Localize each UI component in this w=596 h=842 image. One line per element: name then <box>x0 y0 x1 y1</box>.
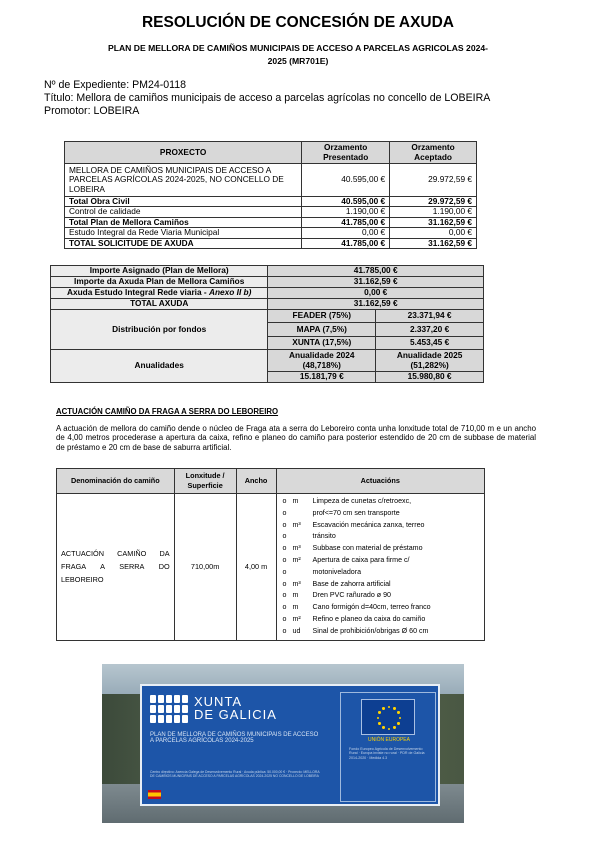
works-action-item <box>283 579 484 591</box>
eu-flag-icon <box>361 699 415 735</box>
works-action-item <box>283 543 484 555</box>
works-action-text: tránsito <box>312 532 336 541</box>
sign-photo <box>102 664 464 823</box>
expedient-info <box>44 79 544 118</box>
works-header-actions: Actuacións <box>276 469 484 494</box>
annuity-2024-value: 15.181,79 € <box>268 372 376 383</box>
works-row <box>57 494 485 641</box>
eu-star-icon <box>399 717 401 719</box>
eu-star-icon <box>378 711 380 713</box>
budget-row-presented: 40.595,00 € <box>302 197 390 207</box>
works-action-text: prof<=70 cm sen transporte <box>312 508 400 517</box>
page-subtitle <box>40 42 556 67</box>
budget-row-accepted: 0,00 € <box>390 228 477 238</box>
aid-total-label: TOTAL AXUDA <box>51 299 268 310</box>
spain-flag-icon <box>148 790 161 799</box>
works-road-name: ACTUACIÓN CAMIÑO DA FRAGA A SERRA DO LEBOREIRO <box>57 494 175 641</box>
aid-table <box>50 265 484 383</box>
aid-amount-label: Importe da Axuda Plan de Mellora Camiños <box>51 277 268 288</box>
budget-row-label: MELLORA DE CAMIÑOS MUNICIPAIS DE ACCESO A PARCELAS AGRÍCOLAS 2024-2025, NO CONCELLO DE LOBEIRA <box>65 164 302 197</box>
budget-row-label: Total Obra Civil <box>65 197 302 207</box>
section-title: ACTUACIÓN CAMIÑO DA FRAGA A SERRA DO LEBOREIRO <box>56 407 279 416</box>
budget-row-accepted: 31.162,59 € <box>390 238 477 248</box>
works-action-unit: m² <box>292 614 301 623</box>
eu-panel <box>340 692 436 802</box>
subtitle-line-2: 2025 (MR701E) <box>267 55 329 66</box>
budget-header-presented: Orzamento Presentado <box>302 142 390 164</box>
eu-star-icon <box>388 706 390 708</box>
bullet-icon: o <box>282 497 287 505</box>
budget-header-row <box>65 142 477 164</box>
budget-row-presented: 41.785,00 € <box>302 238 390 248</box>
budget-row-label: TOTAL SOLICITUDE DE AXUDA <box>65 238 302 248</box>
eu-star-icon <box>397 722 399 724</box>
aid-study-annex: Anexo II b) <box>208 287 252 298</box>
information-sign <box>140 684 440 806</box>
eu-star-icon <box>388 728 390 730</box>
bullet-icon: o <box>282 532 287 541</box>
eu-star-icon <box>382 726 384 728</box>
budget-row-label: Estudo Integral da Rede Viaria Municipal <box>65 228 302 238</box>
works-action-unit: m³ <box>292 544 301 553</box>
budget-header-accepted: Orzamento Aceptado <box>390 142 477 164</box>
xunta-wordmark <box>194 695 277 721</box>
bullet-icon: o <box>282 579 287 588</box>
works-action-text: Refino e planeo da caixa do camiño <box>312 614 426 623</box>
works-road-length: 710,00m <box>174 494 236 641</box>
aid-amount-value: 31.162,59 € <box>268 277 484 288</box>
annuity-pct: (51,282%) <box>410 359 449 370</box>
works-action-item <box>283 496 484 508</box>
bullet-icon: o <box>282 567 287 576</box>
budget-table <box>64 141 477 249</box>
bullet-icon: o <box>282 520 287 529</box>
sign-title: PLAN DE MELLORA DE CAMIÑOS MUNICIPAIS DE ACCESO A PARCELAS AGRÍCOLAS 2024-2025 <box>150 732 319 745</box>
budget-row-label: Control de calidade <box>65 207 302 217</box>
budget-row <box>65 197 477 207</box>
fund-value: 23.371,94 € <box>376 310 484 323</box>
budget-header-project: PROXECTO <box>65 142 302 164</box>
works-header-width: Ancho <box>236 469 276 494</box>
works-action-item <box>283 590 484 602</box>
eu-label: UNIÓN EUROPEA <box>368 737 410 743</box>
works-header-row <box>57 469 485 494</box>
works-action-unit: m <box>292 591 299 600</box>
budget-total-row <box>65 238 477 248</box>
budget-row-presented: 1.190,00 € <box>302 207 390 217</box>
budget-row <box>65 217 477 227</box>
eu-star-icon <box>377 717 379 719</box>
aid-assigned-label: Importe Asignado (Plan de Mellora) <box>51 266 268 277</box>
works-action-text: Subbase con material de préstamo <box>312 544 423 553</box>
bullet-icon: o <box>282 626 287 635</box>
works-action-item <box>283 555 484 567</box>
works-actions-list <box>277 494 484 640</box>
works-action-unit: ud <box>292 626 301 635</box>
works-action-item <box>283 520 484 532</box>
budget-row <box>65 228 477 238</box>
works-action-text: Limpeza de cunetas c/retroexc, <box>312 497 412 505</box>
aid-study-label <box>51 288 268 299</box>
bullet-icon: o <box>282 508 287 517</box>
budget-row-presented: 40.595,00 € <box>302 164 390 197</box>
works-action-item <box>283 602 484 614</box>
works-action-item <box>283 531 484 543</box>
fund-name: FEADER (75%) <box>268 310 376 323</box>
annuity-pct: (48,718%) <box>302 359 341 370</box>
budget-row-presented: 41.785,00 € <box>302 217 390 227</box>
aid-total-value: 31.162,59 € <box>268 299 484 310</box>
eu-star-icon <box>382 707 384 709</box>
annuity-2024-header <box>268 350 376 372</box>
budget-row-accepted: 29.972,59 € <box>390 164 477 197</box>
works-action-text: Escavación mecánica zanxa, terreo <box>312 520 425 529</box>
budget-row-accepted: 1.190,00 € <box>390 207 477 217</box>
xunta-line-2: DE GALICIA <box>194 707 277 722</box>
works-action-unit: m³ <box>292 520 301 529</box>
bullet-icon: o <box>282 544 287 553</box>
annuity-name: Anualidade 2024 <box>289 350 355 361</box>
works-action-text: Cano formigón d=40cm, terreo franco <box>312 603 431 612</box>
aid-study-label-text: Axuda Estudo Integral Rede viaria - <box>66 287 209 298</box>
works-action-unit: m³ <box>292 579 301 588</box>
annuities-label: Anualidades <box>51 350 268 383</box>
works-header-name: Denominación do camiño <box>57 469 175 494</box>
works-action-item <box>283 508 484 520</box>
eu-star-icon <box>378 722 380 724</box>
budget-row <box>65 164 477 197</box>
works-action-unit: m <box>292 497 299 505</box>
budget-row-accepted: 31.162,59 € <box>390 217 477 227</box>
fund-value: 5.453,45 € <box>376 336 484 349</box>
works-action-item <box>283 567 484 579</box>
bullet-icon: o <box>282 591 287 600</box>
expedient-number: Nº de Expediente: PM24-0118 <box>44 79 187 91</box>
works-action-unit <box>293 508 313 520</box>
section-paragraph: A actuación de mellora do camiño dende o núcleo de Fraga ata a serra do Leboreiro conta unha lonxitude total de 710,00 m e un ancho de 4,00 metros procederase a apertura da caixa, refino e planeo do camiño para posterior estendido de 20 cm de subbase de material de préstamo e 20 cm de base de saburra artificial. <box>56 424 536 452</box>
fund-name: MAPA (7,5%) <box>268 323 376 336</box>
works-action-text: Apertura de caixa para firme c/ <box>312 555 410 564</box>
works-table <box>56 468 485 641</box>
works-action-unit <box>293 567 313 579</box>
fund-value: 2.337,20 € <box>376 323 484 336</box>
budget-row-presented: 0,00 € <box>302 228 390 238</box>
works-action-item <box>283 626 484 638</box>
annuity-name: Anualidade 2025 <box>396 350 463 361</box>
budget-row-label: Total Plan de Mellora Camiños <box>65 217 302 227</box>
works-action-unit: m <box>292 603 299 612</box>
sign-details: Centro directivo: Axencia Galega de Desenvolvemento Rural · Axuda pública: 50.000,00 € · Proxecto: MELLORA DE CAMIÑOS MUNICIPAIS DE ACCESO A PARCELAS AGRÍCOLAS 2024-2025 NO CONCELLO DE LOBEIRA <box>150 770 320 778</box>
works-action-text: Sinal de prohibición/obrigas Ø 60 cm <box>312 626 429 635</box>
aid-study-value: 0,00 € <box>268 288 484 299</box>
annuity-2025-header <box>376 350 484 372</box>
expedient-title: Título: Mellora de camiños municipais de acceso a parcelas agrícolas no concello de LOBEIRA <box>44 92 491 104</box>
works-header-length: Lonxitude / Superficie <box>174 469 236 494</box>
works-action-unit <box>293 531 313 543</box>
fund-name: XUNTA (17,5%) <box>268 336 376 349</box>
works-action-text: motoniveladora <box>312 567 362 576</box>
bullet-icon: o <box>282 555 287 564</box>
eu-star-icon <box>393 707 395 709</box>
page-title: RESOLUCIÓN DE CONCESIÓN DE AXUDA <box>141 14 455 31</box>
works-action-text: Dren PVC rañurado ø 90 <box>312 591 391 600</box>
expedient-promoter: Promotor: LOBEIRA <box>44 105 140 117</box>
works-action-item <box>283 614 484 626</box>
eu-details: Fondo Europeo Agrícola de Desenvolvemento Rural · Europa inviste no rural · PDR de Galicia 2014-2020 · Medida 4.3 <box>349 747 425 760</box>
aid-assigned-value: 41.785,00 € <box>268 266 484 277</box>
works-action-unit: m² <box>292 555 301 564</box>
budget-row-accepted: 29.972,59 € <box>390 197 477 207</box>
xunta-line-1: XUNTA <box>194 694 243 709</box>
eu-star-icon <box>397 711 399 713</box>
budget-row <box>65 207 477 217</box>
fund-distribution-label: Distribución por fondos <box>51 310 268 350</box>
works-road-width: 4,00 m <box>236 494 276 641</box>
annuity-2025-value: 15.980,80 € <box>376 372 484 383</box>
eu-star-icon <box>393 726 395 728</box>
bullet-icon: o <box>282 603 287 612</box>
xunta-logo-icon <box>150 695 188 723</box>
subtitle-line-1: PLAN DE MELLORA DE CAMIÑOS MUNICIPAIS DE ACCESO A PARCELAS AGRICOLAS 2024- <box>107 43 489 53</box>
works-action-text: Base de zahorra artificial <box>312 579 391 588</box>
works-actions-cell <box>276 494 484 641</box>
bullet-icon: o <box>282 614 287 623</box>
